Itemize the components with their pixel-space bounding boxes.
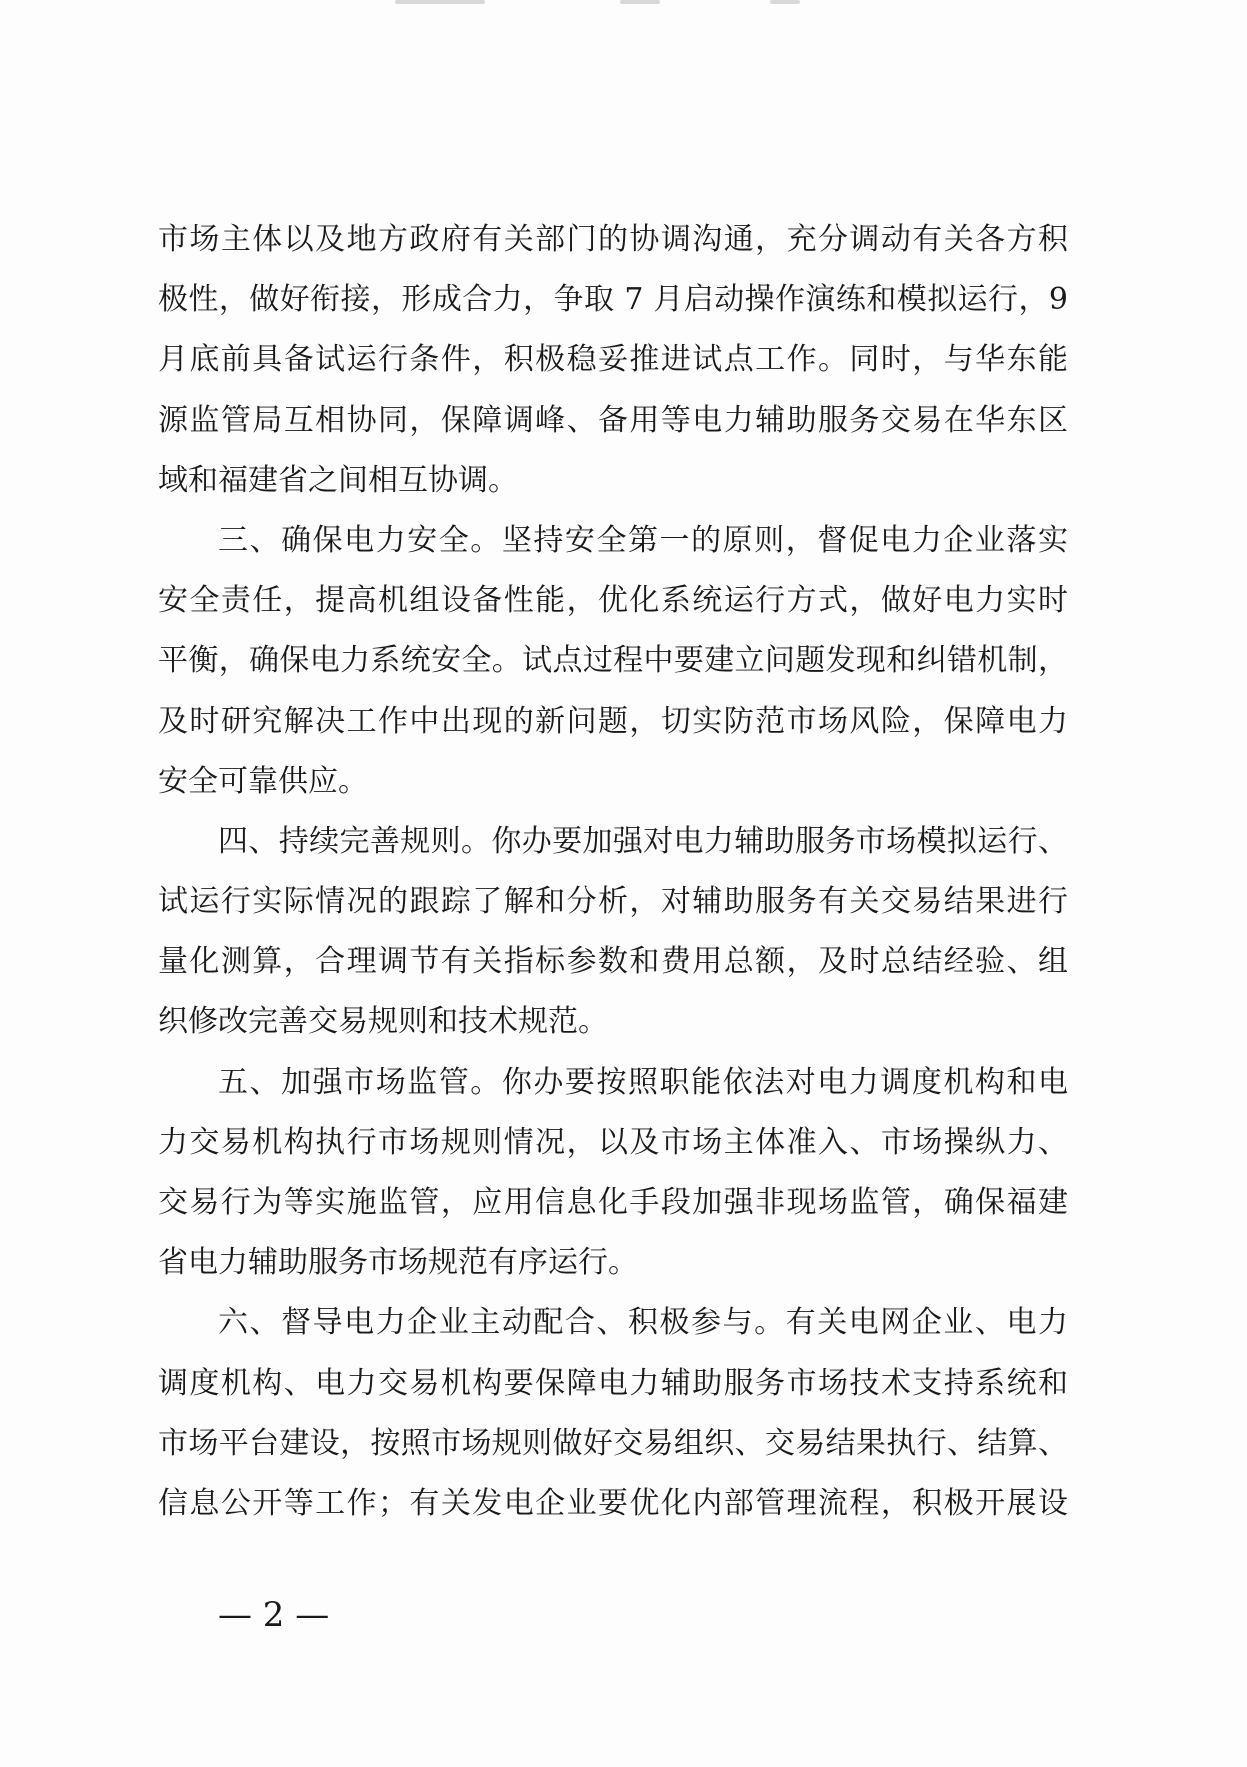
- page-number: — 2 —: [218, 1595, 330, 1635]
- text-line: 力交易机构执行市场规则情况，以及市场主体准入、市场操纵力、: [158, 1124, 1068, 1160]
- document-body: [158, 210, 1068, 1534]
- text-line: 域和福建省之间相互协调。: [158, 462, 518, 498]
- section-three-heading-line: 三、确保电力安全。坚持安全第一的原则，督促电力企业落实: [218, 522, 1068, 558]
- text-line: 省电力辅助服务市场规范有序运行。: [158, 1245, 638, 1281]
- text-line: 市场主体以及地方政府有关部门的协调沟通，充分调动有关各方积: [158, 222, 1068, 257]
- text-line: 安全责任，提高机组设备性能，优化系统运行方式，做好电力实时: [158, 583, 1068, 619]
- text-line: 极性，做好衔接，形成合力，争取 7 月启动操作演练和模拟运行，9: [158, 282, 1068, 318]
- scan-artifact: [620, 0, 660, 4]
- section-five-heading-line: 五、加强市场监管。你办要按照职能依法对电力调度机构和电: [218, 1064, 1068, 1100]
- text-line: 源监管局互相协同，保障调峰、备用等电力辅助服务交易在华东区: [158, 402, 1068, 438]
- section-four-heading-line: 四、持续完善规则。你办要加强对电力辅助服务市场模拟运行、: [218, 823, 1068, 859]
- section-six-heading-line: 六、督导电力企业主动配合、积极参与。有关电网企业、电力: [218, 1305, 1068, 1341]
- text-line: 市场平台建设，按照市场规则做好交易组织、交易结果执行、结算、: [158, 1425, 1068, 1461]
- text-line: 调度机构、电力交易机构要保障电力辅助服务市场技术支持系统和: [158, 1365, 1068, 1401]
- text-line: 平衡，确保电力系统安全。试点过程中要建立问题发现和纠错机制，: [158, 643, 1068, 679]
- scan-artifact: [395, 0, 485, 4]
- text-line: 量化测算，合理调节有关指标参数和费用总额，及时总结经验、组: [158, 944, 1068, 980]
- text-line: 安全可靠供应。: [158, 763, 368, 799]
- text-line: 信息公开等工作；有关发电企业要优化内部管理流程，积极开展设: [158, 1485, 1068, 1521]
- text-line: 交易行为等实施监管，应用信息化手段加强非现场监管，确保福建: [158, 1185, 1068, 1220]
- text-line: 月底前具备试运行条件，积极稳妥推进试点工作。同时，与华东能: [158, 342, 1068, 378]
- text-line: 及时研究解决工作中出现的新问题，切实防范市场风险，保障电力: [158, 703, 1068, 739]
- text-line: 试运行实际情况的跟踪了解和分析，对辅助服务有关交易结果进行: [158, 884, 1068, 920]
- text-line: 织修改完善交易规则和技术规范。: [158, 1004, 608, 1040]
- scan-artifact: [770, 0, 800, 4]
